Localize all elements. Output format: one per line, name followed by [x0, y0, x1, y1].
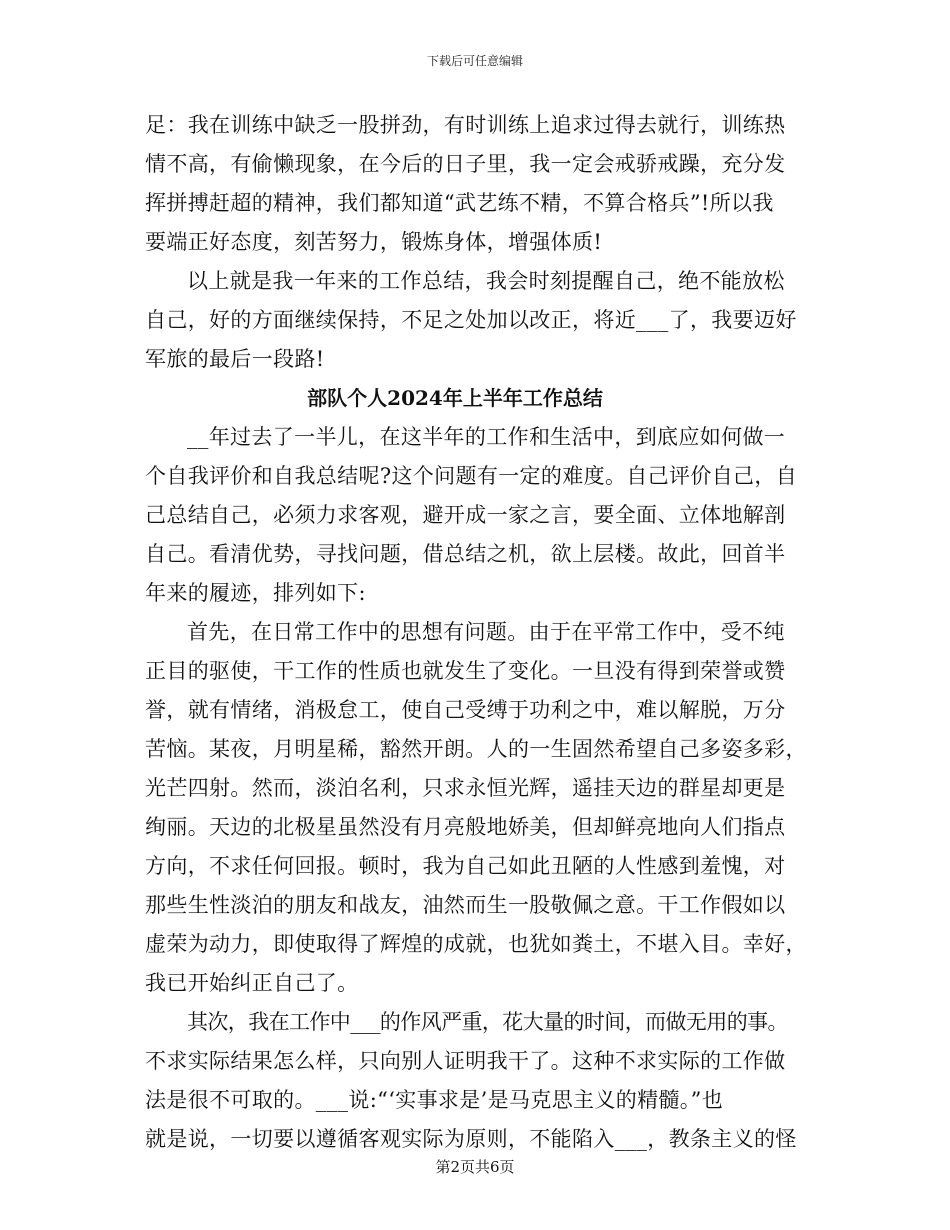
- text-line: 自己，好的方面继续保持，不足之处加以改正，将近___了，我要迈好: [145, 308, 797, 332]
- section-title: 部队个人2024年上半年工作总结: [307, 386, 603, 410]
- text-line: 光芒四射。然而，淡泊名利，只求永恒光辉，遥挂天边的群星却更是: [145, 776, 786, 800]
- text-line: 年来的履迹，排列如下:: [145, 581, 366, 605]
- page-header: 下载后可任意编辑: [426, 54, 523, 68]
- text-line: 军旅的最后一段路!: [145, 347, 325, 371]
- text-line: 以上就是我一年来的工作总结，我会时刻提醒自己，绝不能放松: [187, 269, 785, 293]
- text-line: 不求实际结果怎么样，只向别人证明我干了。这种不求实际的工作做: [145, 1049, 786, 1073]
- text-line: 要端正好态度，刻苦努力，锻炼身体，增强体质!: [145, 230, 603, 254]
- text-line: 誉，就有情绪，消极怠工，使自己受缚于功利之中，难以解脱，万分: [145, 698, 786, 722]
- text-line: 足：我在训练中缺乏一股拼劲，有时训练上追求过得去就行，训练热: [145, 113, 786, 137]
- text-line: 虚荣为动力，即使取得了辉煌的成就，也犹如粪土，不堪入目。幸好，: [145, 932, 807, 956]
- text-line: 那些生性淡泊的朋友和战友，油然而生一股敬佩之意。干工作假如以: [145, 893, 786, 917]
- text-line: 就是说，一切要以遵循客观实际为原则，不能陷入___，教条主义的怪: [145, 1127, 797, 1151]
- text-line: 我已开始纠正自己了。: [145, 971, 359, 995]
- text-line: 法是很不可取的。___说:“‘实事求是’是马克思主义的精髓。”也: [145, 1088, 724, 1112]
- text-line: __年过去了一半儿，在这半年的工作和生活中，到底应如何做一: [187, 425, 786, 449]
- document-body: [145, 106, 810, 1159]
- page-footer: 第2页共6页: [435, 1158, 515, 1176]
- text-line: 挥拼搏赶超的精神，我们都知道“武艺练不精，不算合格兵”!所以我: [145, 191, 774, 215]
- text-line: 苦恼。某夜，月明星稀，豁然开朗。人的一生固然希望自己多姿多彩，: [145, 737, 807, 761]
- text-line: 首先，在日常工作中的思想有问题。由于在平常工作中，受不纯: [187, 620, 785, 644]
- text-line: 情不高，有偷懒现象，在今后的日子里，我一定会戒骄戒躁，充分发: [145, 152, 786, 176]
- text-line: 方向，不求任何回报。顿时，我为自己如此丑陋的人性感到羞愧，对: [145, 854, 786, 878]
- text-line: 自己。看清优势，寻找问题，借总结之机，欲上层楼。故此，回首半: [145, 542, 786, 566]
- text-line: 己总结自己，必须力求客观，避开成一家之言，要全面、立体地解剖: [145, 503, 786, 527]
- text-line: 绚丽。天边的北极星虽然没有月亮般地娇美，但却鲜亮地向人们指点: [145, 815, 786, 839]
- text-line: 其次，我在工作中___的作风严重，花大量的时间，而做无用的事。: [187, 1010, 788, 1034]
- text-line: 个自我评价和自我总结呢?这个问题有一定的难度。自己评价自己，自: [145, 464, 798, 488]
- text-line: 正目的驱使，干工作的性质也就发生了变化。一旦没有得到荣誉或赞: [145, 659, 786, 683]
